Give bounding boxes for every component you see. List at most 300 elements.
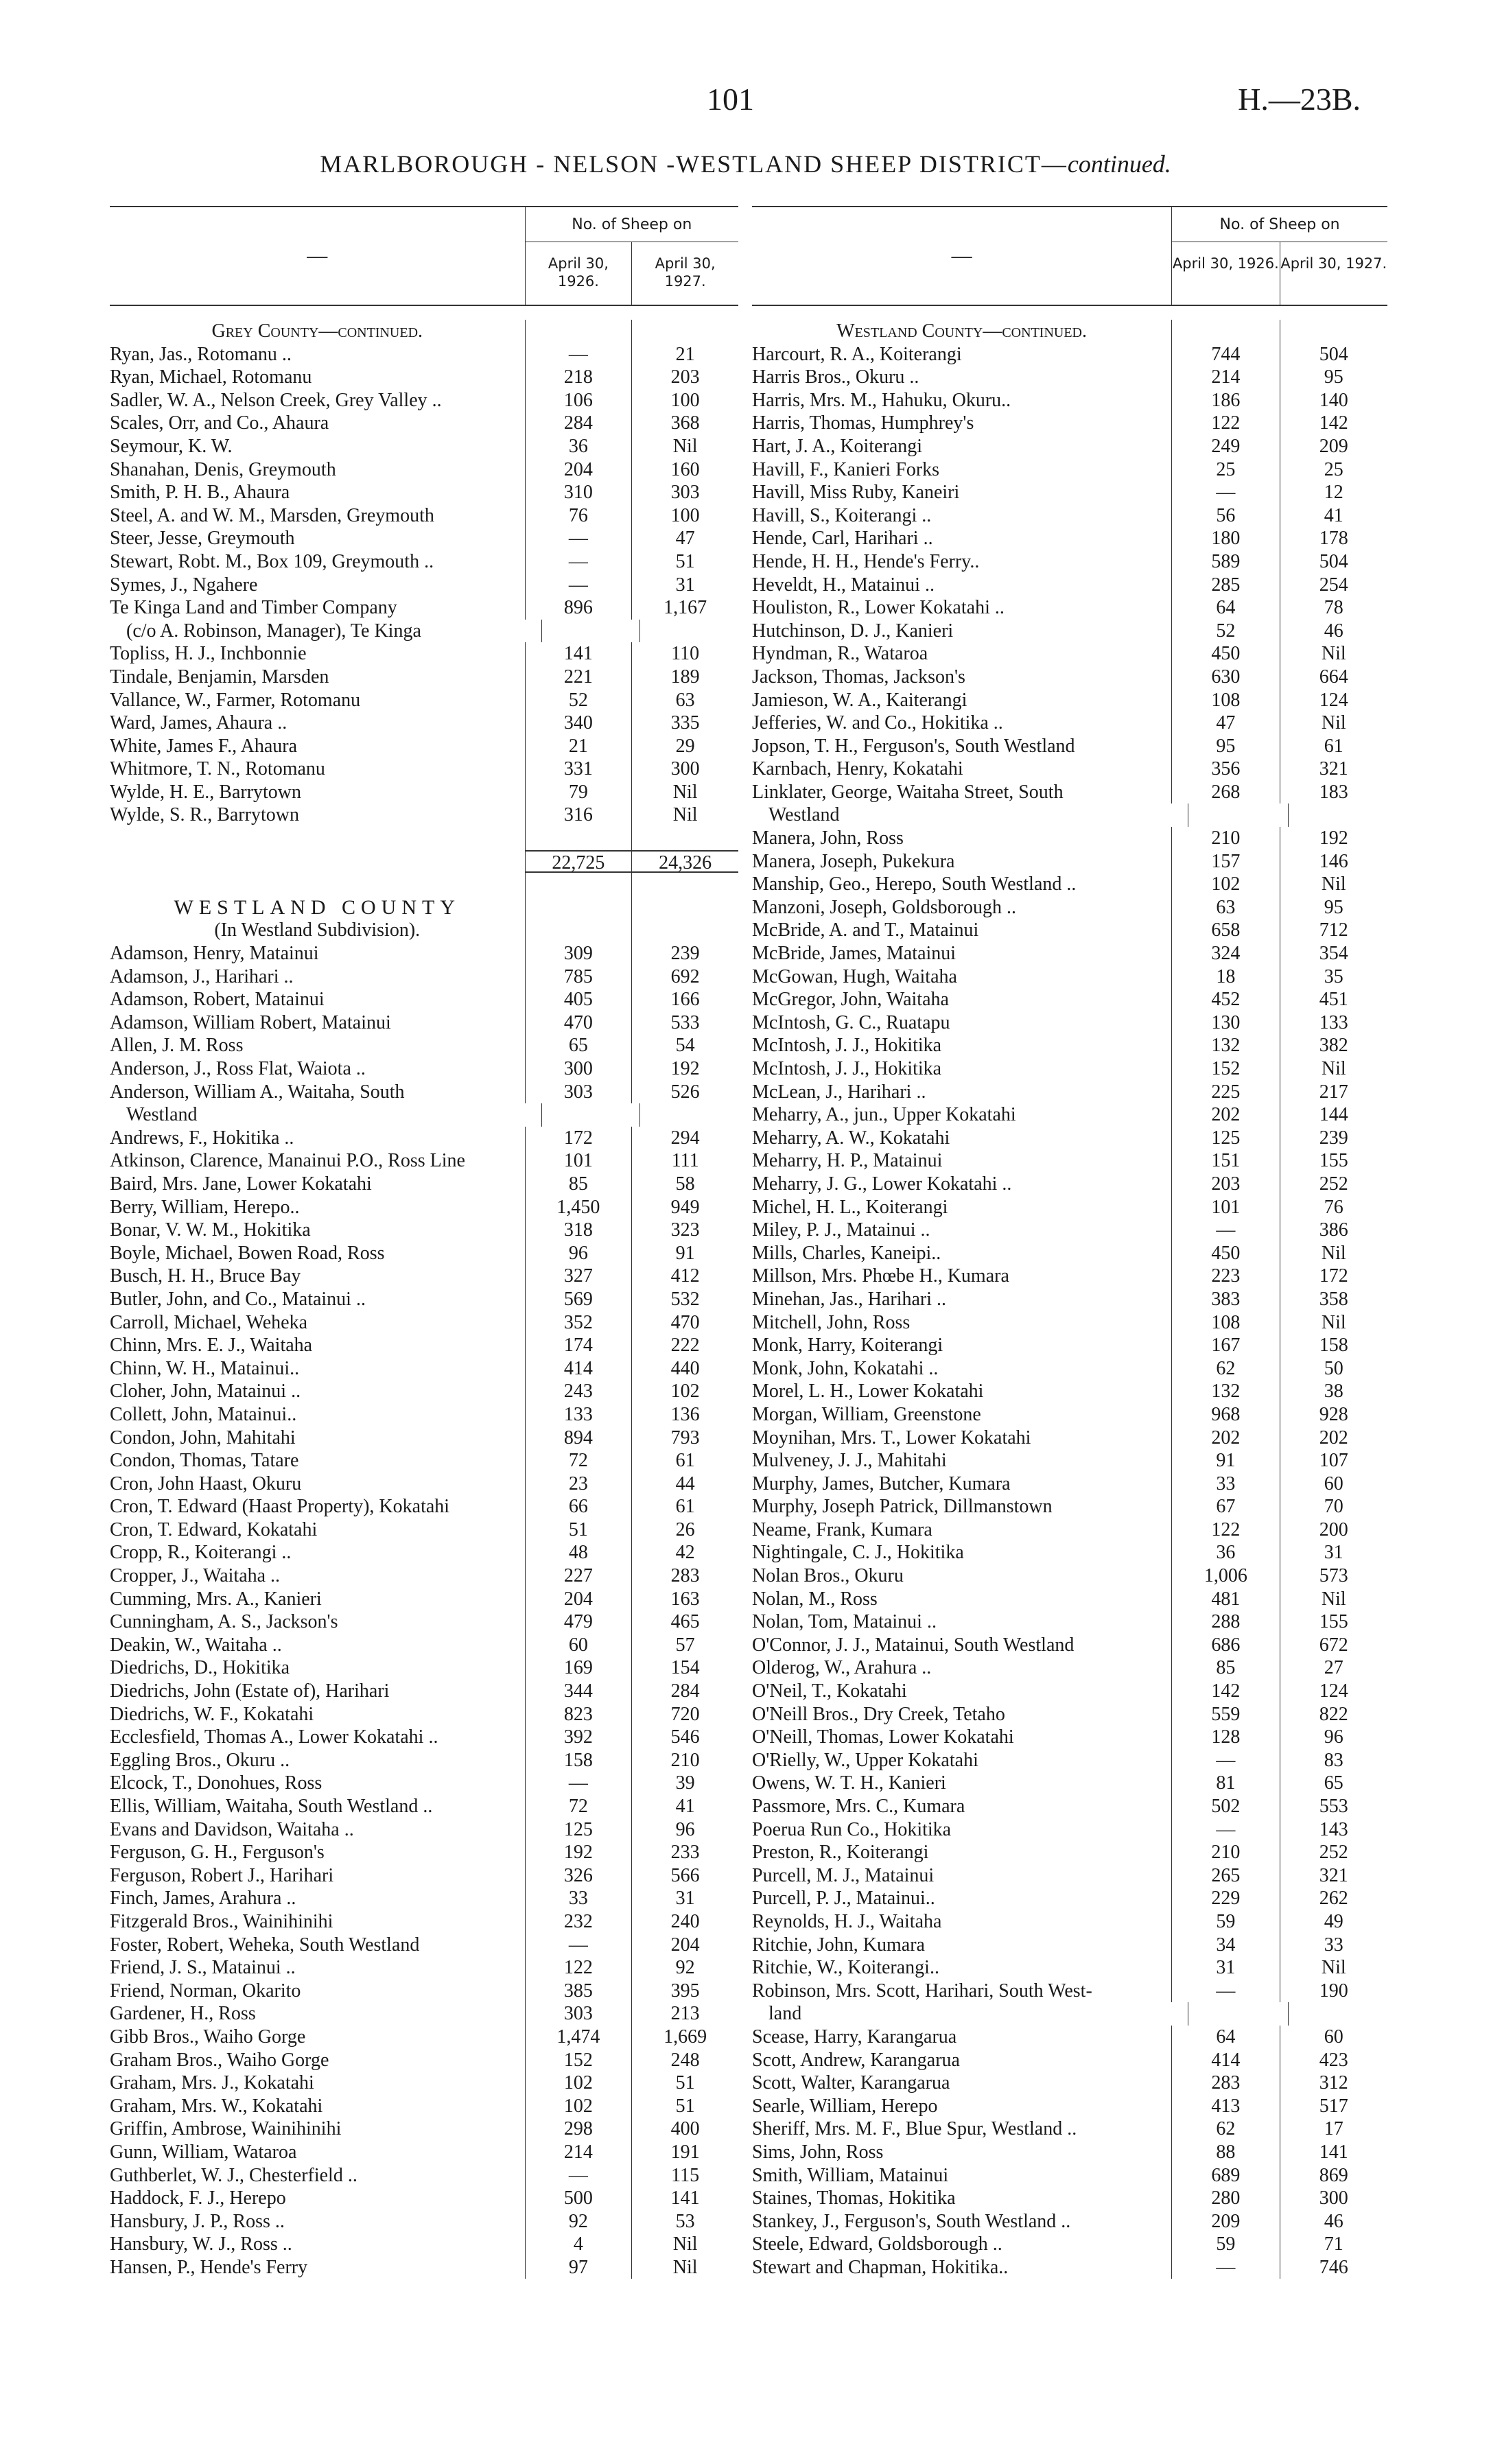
table-row [752,527,1387,550]
owner-name: Guthberlet, W. J., Chesterfield .. [110,2164,357,2186]
owner-name: Whitmore, T. N., Rotomanu [110,758,325,780]
sheep-1927: 192 [631,1057,738,1081]
header-1926: April 30, 1926. [1172,242,1280,305]
table-row [752,1634,1387,1657]
sheep-1926: 101 [1171,1196,1279,1219]
sheep-1927: 38 [1280,1380,1387,1403]
table-row [110,758,738,781]
sheep-1926: 326 [525,1864,632,1888]
sheep-1927: 124 [1280,689,1387,712]
table-row [110,2072,738,2095]
left-table [110,206,738,2279]
table-row [110,1703,738,1726]
table-row [110,550,738,574]
table-row [752,803,1387,827]
table-row [110,1034,738,1057]
owner-name: Condon, John, Mahitahi [110,1427,296,1448]
owner-name: Deakin, W., Waitaha .. [110,1634,282,1656]
table-row [110,642,738,666]
sheep-1926: 64 [1171,596,1279,620]
table-row [110,942,738,965]
sheep-1927: 252 [1280,1841,1387,1864]
sheep-1926: 413 [1171,2095,1279,2118]
owner-name: Hansen, P., Hende's Ferry [110,2256,308,2278]
owner-name: Scease, Harry, Karangarua [752,2026,957,2048]
table-row [110,735,738,758]
sheep-1926: 64 [1171,2026,1279,2049]
sheep-1926: — [1171,481,1279,504]
table-row [110,1680,738,1703]
table-row [752,827,1387,850]
owner-name: Miley, P. J., Matainui .. [752,1219,930,1241]
owner-name: Manera, John, Ross [752,828,904,849]
owner-name: Harris, Mrs. M., Hahuku, Okuru.. [752,389,1011,411]
sheep-1927: 949 [631,1196,738,1219]
sheep-1926: 33 [1171,1472,1279,1496]
table-row [752,781,1387,804]
owner-name: Vallance, W., Farmer, Rotomanu [110,689,361,711]
owner-name: Nolan Bros., Okuru [752,1565,904,1587]
sheep-1926: 283 [1171,2072,1279,2095]
sheep-1927: 107 [1280,1449,1387,1472]
table-row [110,1149,738,1173]
sheep-1926: 318 [525,1219,632,1242]
owner-name: Steel, A. and W. M., Marsden, Greymouth [110,504,434,526]
sheep-1926: 265 [1171,1864,1279,1888]
table-row [752,1749,1387,1772]
sheep-1927: 100 [631,504,738,528]
owner-name: Harcourt, R. A., Koiterangi [752,343,962,365]
owner-name: Westland [768,804,840,826]
owner-name: Busch, H. H., Bruce Bay [110,1265,301,1287]
table-row [110,306,738,320]
table-row [110,1011,738,1035]
sheep-1927: 504 [1280,343,1387,366]
table-row [752,1841,1387,1864]
sheep-1927: 12 [1280,481,1387,504]
sheep-1926: 569 [525,1288,632,1311]
sheep-1927: 532 [631,1288,738,1311]
sheep-1927: 61 [631,1495,738,1518]
sheep-1926: 62 [1171,1357,1279,1381]
sheep-1926: 85 [525,1173,632,1196]
sheep-1927: 672 [1280,1634,1387,1657]
owner-name: Andrews, F., Hokitika .. [110,1127,294,1149]
table-row [110,527,738,550]
table-row [110,1980,738,2003]
table-row [110,666,738,689]
owner-name: Karnbach, Henry, Kokatahi [752,758,963,780]
sheep-1927: 95 [1280,896,1387,919]
owner-name [110,850,525,873]
table-row [110,1403,738,1427]
owner-name: O'Neill, Thomas, Lower Kokatahi [752,1726,1014,1748]
owner-name: (c/o A. Robinson, Manager), Te Kinga [126,620,421,642]
table-row [110,1265,738,1288]
sheep-1926: 500 [525,2187,632,2210]
table-row [752,1219,1387,1242]
owner-name: Reynolds, H. J., Waitaha [752,1910,942,1932]
sheep-1927: 58 [631,1173,738,1196]
section-heading [110,919,738,942]
sheep-1926: — [1171,1219,1279,1242]
sheep-1927: 160 [631,458,738,482]
owner-name: Manera, Joseph, Pukekura [752,850,955,872]
sheep-1926: 31 [1171,1956,1279,1980]
table-row [752,504,1387,528]
table-row [752,1057,1387,1081]
owner-name: Meharry, A., jun., Upper Kokatahi [752,1104,1016,1126]
sheep-1926: 47 [1171,712,1279,735]
table-row [110,1564,738,1588]
sheep-1927: 41 [1280,504,1387,528]
table-row [110,1242,738,1265]
table-row [752,1380,1387,1403]
owner-name: Ferguson, Robert J., Harihari [110,1864,334,1886]
sheep-1926: 324 [1171,942,1279,965]
sheep-1926: 203 [1171,1173,1279,1196]
owner-name: Diedrichs, D., Hokitika [110,1657,290,1679]
table-row [752,1588,1387,1611]
table-row [110,1057,738,1081]
owner-name: Diedrichs, W. F., Kokatahi [110,1703,314,1725]
table-row [110,1103,738,1127]
table-row [110,1588,738,1611]
table-row [752,1034,1387,1057]
table-row [752,965,1387,989]
sheep-1927: 533 [631,1011,738,1035]
owner-name: Adamson, Robert, Matainui [110,989,325,1011]
sheep-1926: 450 [1171,642,1279,666]
sheep-1926: 268 [1171,781,1279,804]
header-dash: — [110,207,526,305]
sheep-1926: 243 [525,1380,632,1403]
sheep-1927: 368 [631,412,738,435]
sheep-1926: 192 [525,1841,632,1864]
table-row [110,1196,738,1219]
table-row [110,1772,738,1795]
sheep-1926: 81 [1171,1772,1279,1795]
sheep-1927: 248 [631,2049,738,2072]
owner-name: Morgan, William, Greenstone [752,1403,981,1425]
sheep-1926: 316 [525,803,632,827]
sheep-1927: 110 [631,642,738,666]
sheep-1926: 72 [525,1449,632,1472]
table-row [110,366,738,389]
table-row [110,1518,738,1542]
sheep-1927: 111 [631,1149,738,1173]
owner-name: Condon, Thomas, Tatare [110,1450,299,1472]
owner-name: Jackson, Thomas, Jackson's [752,666,965,688]
sheep-1926: 214 [1171,366,1279,389]
empty-cell [1171,320,1279,343]
sheep-1926: 1,450 [525,1196,632,1219]
sheep-1927: 17 [1280,2117,1387,2141]
sheep-1926: 142 [1171,1680,1279,1703]
owner-name [110,873,525,896]
sheep-1926: 227 [525,1564,632,1588]
owner-name: Friend, J. S., Matainui .. [110,1957,296,1979]
sheep-1927: 60 [1280,1472,1387,1496]
table-row [752,1887,1387,1910]
sheep-1927: 46 [1280,620,1387,643]
sheep-1927: 465 [631,1610,738,1634]
table-row [110,2210,738,2233]
owner-name: Nightingale, C. J., Hokitika [752,1542,964,1564]
owner-name: Stewart and Chapman, Hokitika.. [752,2256,1009,2278]
total-row [110,850,738,873]
owner-name: Graham, Mrs. J., Kokatahi [110,2072,314,2094]
table-row [752,689,1387,712]
sheep-1926: 414 [1171,2049,1279,2072]
table-row [110,1656,738,1680]
owner-name: Ellis, William, Waitaha, South Westland .. [110,1796,433,1817]
sheep-1927: 294 [631,1127,738,1150]
table-row [110,2141,738,2164]
sheep-1926: 298 [525,2117,632,2141]
owner-name: Monk, John, Kokatahi .. [752,1357,939,1379]
table-row [752,1610,1387,1634]
owner-name: Jamieson, W. A., Kaiterangi [752,689,967,711]
table-row [752,1288,1387,1311]
sheep-1927: 39 [631,1772,738,1795]
owner-name: O'Neill Bros., Dry Creek, Tetaho [752,1703,1005,1725]
table-row [752,1149,1387,1173]
sheep-1927: 144 [1280,1103,1387,1127]
sheep-1927 [631,896,738,919]
sheep-1927: 239 [1280,1127,1387,1150]
table-row [752,2141,1387,2164]
sheep-1926: 559 [1171,1703,1279,1726]
sheep-1926 [525,827,632,850]
table-row [752,850,1387,873]
sheep-1926: 102 [1171,873,1279,896]
sheep-1926: 52 [1171,620,1279,643]
owner-name: Hansbury, J. P., Ross .. [110,2210,285,2232]
owner-name: Michel, H. L., Koiterangi [752,1196,948,1218]
sheep-1926: 59 [1171,1910,1279,1934]
sheep-1927: 189 [631,666,738,689]
sheep-1926: 65 [525,1034,632,1057]
owner-name: Minehan, Jas., Harihari .. [752,1288,947,1310]
owner-name: Chinn, W. H., Matainui.. [110,1357,300,1379]
owner-name: Moynihan, Mrs. T., Lower Kokatahi [752,1427,1031,1448]
sheep-1927: 83 [1280,1749,1387,1772]
table-row [752,1265,1387,1288]
sheep-1927: 143 [1280,1818,1387,1842]
owner-name: O'Connor, J. J., Matainui, South Westland [752,1634,1075,1656]
owner-name: Topliss, H. J., Inchbonnie [110,643,307,665]
sheep-1927: 217 [1280,1081,1387,1104]
table-row [110,1864,738,1888]
sheep-1926: 106 [525,389,632,412]
sheep-1927: 300 [1280,2187,1387,2210]
owner-name: Gunn, William, Wataroa [110,2141,297,2163]
table-row [752,1956,1387,1980]
owner-name: Searle, William, Herepo [752,2095,938,2117]
sheep-1926: 225 [1171,1081,1279,1104]
owner-name [110,827,525,850]
right-rows [752,306,1387,2279]
owner-name: Atkinson, Clarence, Manainui P.O., Ross Line [110,1150,465,1172]
sheep-1927: 233 [631,1841,738,1864]
owner-name: Hende, H. H., Hende's Ferry.. [752,550,980,572]
sheep-1927: 78 [1280,596,1387,620]
owner-name: Bonar, V. W. M., Hokitika [110,1219,311,1241]
sheep-1926: 221 [525,666,632,689]
table-row [110,435,738,458]
sheep-1927: 566 [631,1864,738,1888]
table-row [752,1127,1387,1150]
sheep-1927: 53 [631,2210,738,2233]
sheep-1926: 284 [525,412,632,435]
table-row [752,1242,1387,1265]
owner-name: McBride, James, Matainui [752,943,956,965]
table-row [110,1841,738,1864]
table-row [752,435,1387,458]
sheep-1926 [525,896,632,919]
sheep-1927: 92 [631,1956,738,1980]
table-row [110,1334,738,1357]
sheep-1926: 22,725 [525,850,632,873]
owner-name: Manzoni, Joseph, Goldsborough .. [752,896,1016,918]
owner-name: Westland County—continued. [836,320,1087,342]
sheep-1927: 31 [1280,1541,1387,1564]
owner-name: Jopson, T. H., Ferguson's, South Westland [752,735,1075,757]
table-row [110,596,738,620]
table-row [110,1887,738,1910]
sheep-1926 [541,620,640,643]
sheep-1926: 209 [1171,2210,1279,2233]
sheep-1927: 720 [631,1703,738,1726]
sheep-1927: 400 [631,2117,738,2141]
sheep-1926: 125 [525,1818,632,1842]
sheep-1927: 312 [1280,2072,1387,2095]
sheep-1926: 157 [1171,850,1279,873]
sheep-1926: 52 [525,689,632,712]
table-row [752,1311,1387,1335]
sheep-1926: 249 [1171,435,1279,458]
sheep-1926: 450 [1171,1242,1279,1265]
sheep-1927: 358 [1280,1288,1387,1311]
sheep-1927: 42 [631,1541,738,1564]
owner-name: Cumming, Mrs. A., Kanieri [110,1588,322,1610]
table-row [110,873,738,896]
sheep-1926: — [525,1772,632,1795]
sheep-1926 [525,919,632,942]
owner-name: Gardener, H., Ross [110,2003,256,2025]
owner-name: Cron, T. Edward (Haast Property), Kokatahi [110,1496,450,1518]
title-main: MARLBOROUGH - NELSON -WESTLAND SHEEP DISTRICT— [320,150,1068,178]
sheep-1927: 70 [1280,1495,1387,1518]
table-row [110,1081,738,1104]
sheep-1926: — [525,343,632,366]
owner-name: Griffin, Ambrose, Wainihinihi [110,2118,342,2140]
owner-name: Cropper, J., Waitaha .. [110,1565,281,1587]
sheep-1926: 823 [525,1703,632,1726]
sheep-1926: 152 [525,2049,632,2072]
sheep-1927: 451 [1280,988,1387,1011]
sheep-1927: 254 [1280,574,1387,597]
sheep-1927: 163 [631,1588,738,1611]
sheep-1927: 24,326 [631,850,738,873]
table-row [752,2026,1387,2049]
header-1926: April 30, 1926. [526,242,633,305]
sheep-1926: 214 [525,2141,632,2164]
owner-name: Cron, John Haast, Okuru [110,1472,302,1494]
sheep-1927: 692 [631,965,738,989]
table-row [752,735,1387,758]
table-row [110,1472,738,1496]
left-table-header [110,206,738,306]
owner-name: Elcock, T., Donohues, Ross [110,1772,322,1794]
title-continued: continued. [1067,150,1171,178]
owner-name: Havill, Miss Ruby, Kaneiri [752,482,960,504]
sheep-1927: 386 [1280,1219,1387,1242]
sheep-1927: 1,669 [631,2026,738,2049]
sheep-1927: 412 [631,1265,738,1288]
table-row [110,1380,738,1403]
sheep-1926: 167 [1171,1334,1279,1357]
owner-name: Hyndman, R., Wataroa [752,643,928,665]
sheep-1927: 222 [631,1334,738,1357]
table-row [752,1934,1387,1957]
table-row [110,781,738,804]
owner-name: Scott, Walter, Karangarua [752,2072,950,2094]
sheep-1926: 180 [1171,527,1279,550]
table-row [110,412,738,435]
header-1927: April 30, 1927. [655,255,716,290]
sheep-1926: 470 [525,1011,632,1035]
owner-name: Manship, Geo., Herepo, South Westland .. [752,873,1077,895]
sheep-1926: 141 [525,642,632,666]
sheep-1927: 200 [1280,1518,1387,1542]
owner-name: Allen, J. M. Ross [110,1035,244,1057]
sheep-1927: 192 [1280,827,1387,850]
sheep-1926: 152 [1171,1057,1279,1081]
owner-name: Purcell, M. J., Matainui [752,1864,935,1886]
sheep-1926: 210 [1171,1841,1279,1864]
owner-name: Ritchie, W., Koiterangi.. [752,1957,939,1979]
sheep-1926: 689 [1171,2164,1279,2187]
sheep-1926: 383 [1171,1288,1279,1311]
sheep-1926: — [1171,2256,1279,2279]
sheep-1927: 546 [631,1726,738,1749]
owner-name: Tindale, Benjamin, Marsden [110,666,329,688]
owner-name: Westland [126,1104,198,1126]
sheep-1926: 76 [525,504,632,528]
sheep-1927: 102 [631,1380,738,1403]
table-row [752,481,1387,504]
table-row [752,620,1387,643]
owner-name: (In Westland Subdivision). [214,919,421,941]
owner-name: Adamson, Henry, Matainui [110,943,319,965]
owner-name: McIntosh, G. C., Ruatapu [752,1011,950,1033]
sheep-1926: 85 [1171,1656,1279,1680]
owner-name: Havill, F., Kanieri Forks [752,458,940,480]
table-row [752,596,1387,620]
sheep-1926: 172 [525,1127,632,1150]
sheep-1927: 470 [631,1311,738,1335]
sheep-1926: 36 [1171,1541,1279,1564]
sheep-1927: 382 [1280,1034,1387,1057]
table-row [752,2117,1387,2141]
section-heading [110,896,738,919]
sheep-1927: 27 [1280,1656,1387,1680]
table-row [110,689,738,712]
owner-name: Collett, John, Matainui.. [110,1403,297,1425]
sheep-1926: — [525,550,632,574]
